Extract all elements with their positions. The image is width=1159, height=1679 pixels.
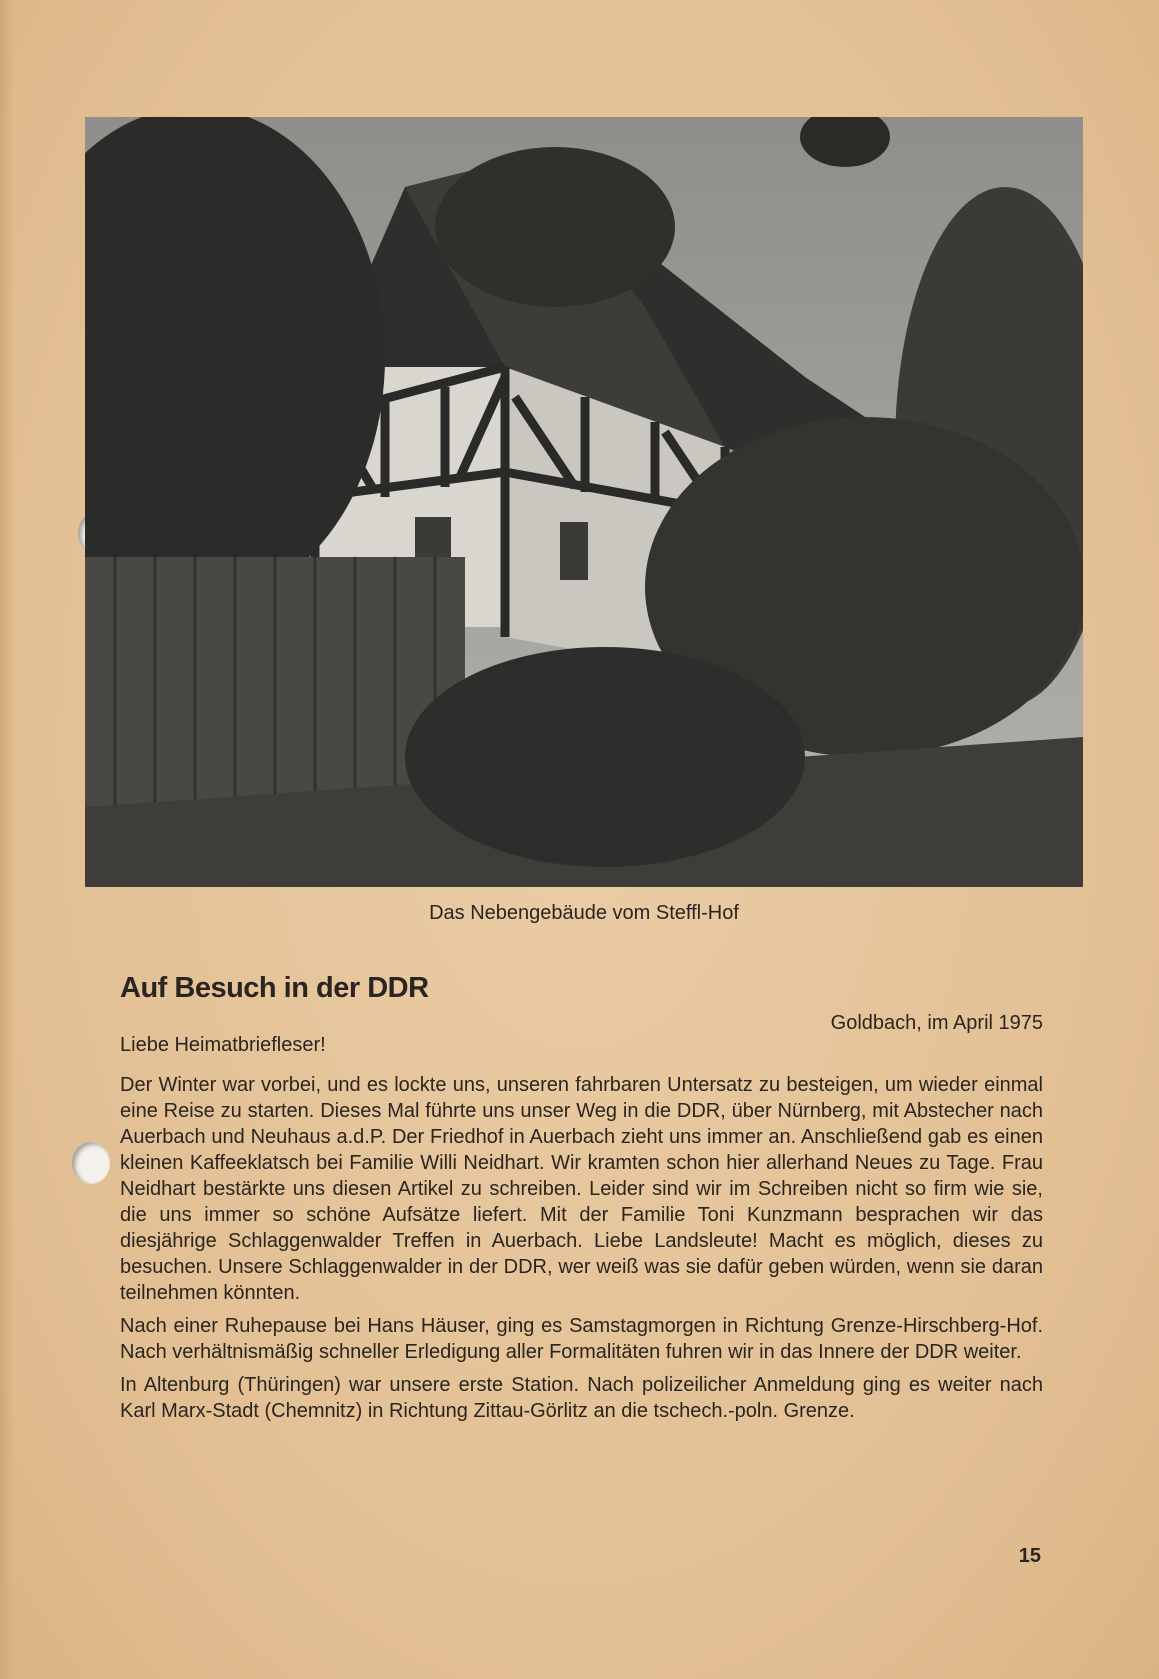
article-paragraph: Nach einer Ruhepause bei Hans Häuser, ging es Samstagmorgen in Richtung Grenze-Hirschberg-Hof. Nach verhältnismäßig schneller Erledigung aller Formalitäten fuhren wir in das Innere der DDR weiter. bbox=[120, 1315, 1043, 1363]
punch-hole-bottom bbox=[72, 1142, 110, 1184]
article-body bbox=[120, 1072, 1043, 1431]
article-paragraph: In Altenburg (Thüringen) war unsere erste Station. Nach polizeilicher Anmeldung ging es weiter nach Karl Marx-Stadt (Chemnitz) in Richtung Zittau-Görlitz an die tschech.-poln. Grenze. bbox=[120, 1374, 1043, 1422]
photo-half-timbered-house bbox=[85, 117, 1083, 887]
article-salutation: Liebe Heimatbriefleser! bbox=[120, 1034, 326, 1056]
page-binding-edge bbox=[0, 0, 14, 1679]
article-paragraph: Der Winter war vorbei, und es lockte uns, unseren fahrbaren Untersatz zu besteigen, um wieder einmal eine Reise zu starten. Dieses Mal führte uns unser Weg in die DDR, über Nürnberg, mit Abstecher nach Auerbach und Neuhaus a.d.P. Der Friedhof in Auerbach zieht uns immer an. Anschließend gab es einen kleinen Kaffeeklatsch bei Familie Willi Neidhart. Wir kramten schon hier allerhand Neues zu Tage. Frau Neidhart bestärkte uns diesen Artikel zu schreiben. Leider sind wir im Schreiben nicht so firm wie sie, die uns immer so schöne Aufsätze liefert. Mit der Familie Toni Kunzmann besprachen wir das diesjährige Schlaggenwalder Treffen in Auerbach. Liebe Landsleute! Macht es möglich, dieses zu besuchen. Unsere Schlaggenwalder in der DDR, wer weiß was sie dafür geben würden, wenn sie daran teilnehmen könnten. bbox=[120, 1074, 1043, 1304]
article-dateline: Goldbach, im April 1975 bbox=[830, 1012, 1043, 1034]
photo-caption: Das Nebengebäude vom Steffl-Hof bbox=[429, 902, 739, 924]
page-number: 15 bbox=[1018, 1545, 1041, 1567]
article-heading: Auf Besuch in der DDR bbox=[120, 972, 429, 1004]
